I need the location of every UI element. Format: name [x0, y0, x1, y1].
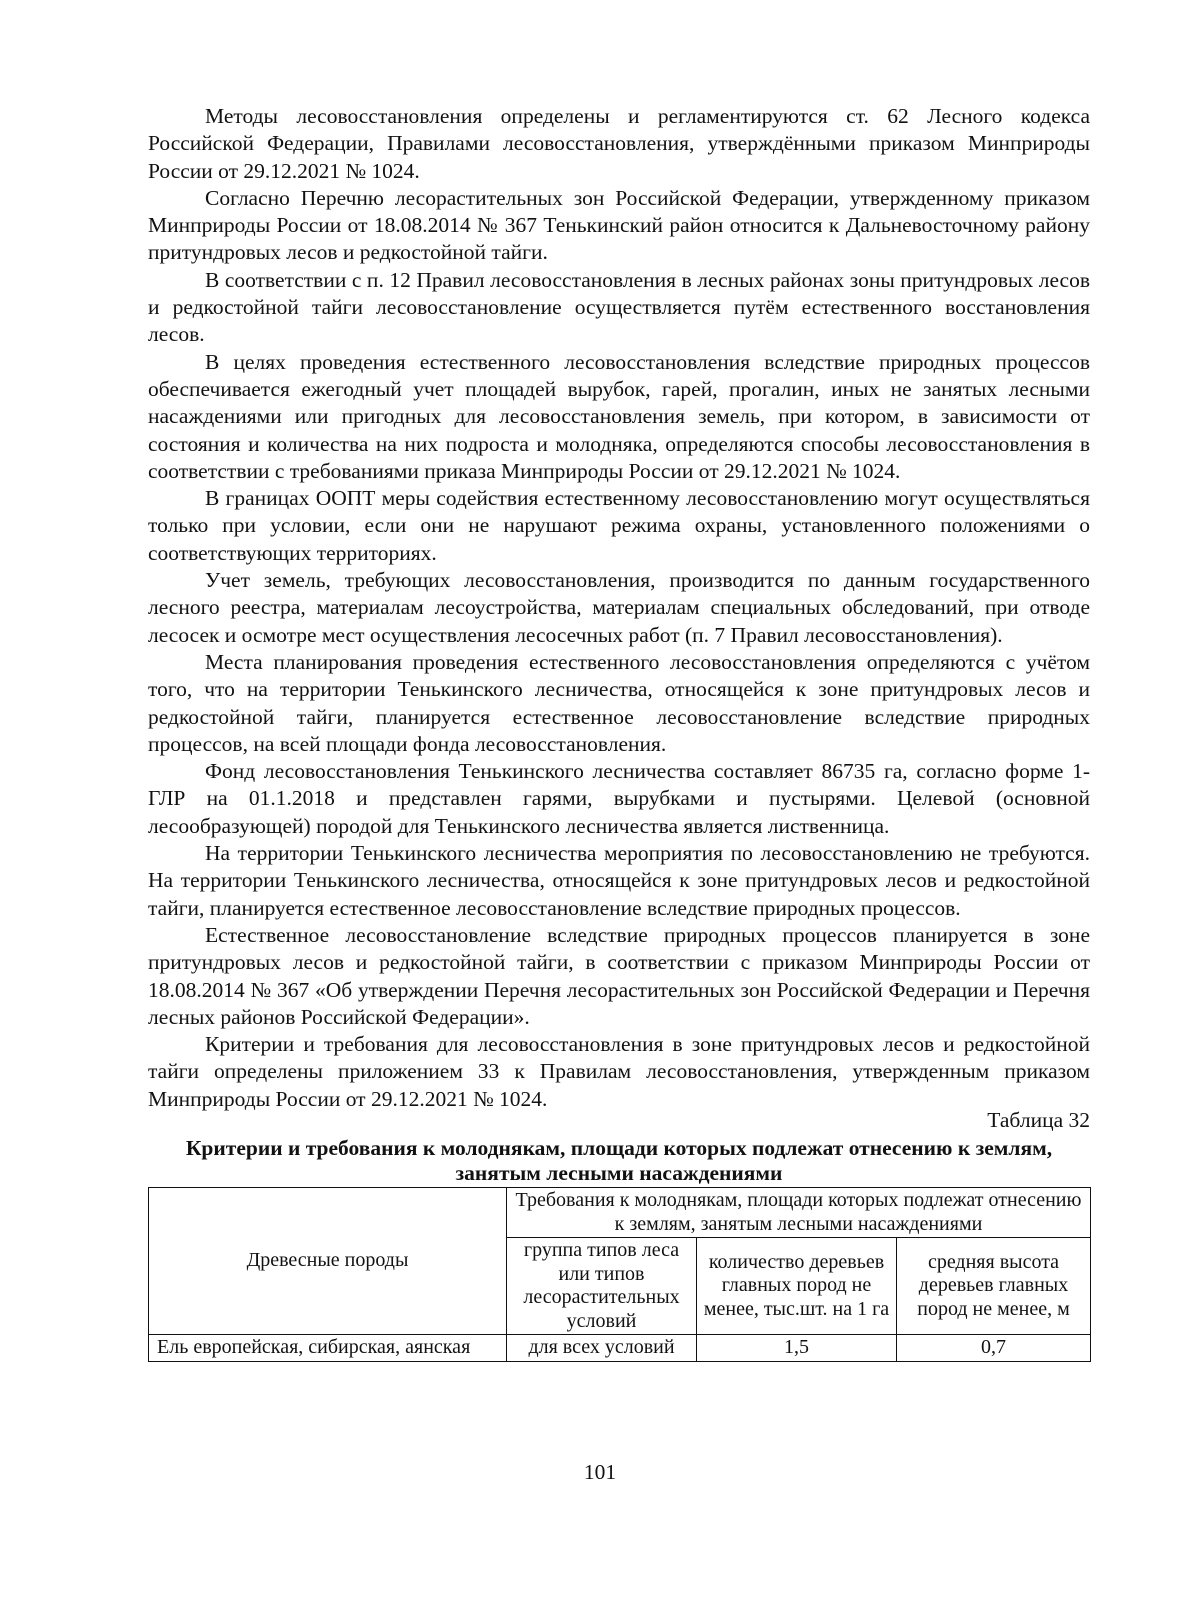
- paragraph: Критерии и требования для лесовосстановления в зоне притундровых лесов и редкостойной тайги определены приложением 33 к Правилам лесовосстановления, утвержденным приказом Минприроды России от 29.12.2021 № 1024.: [148, 1032, 1090, 1111]
- cell-tree-count: 1,5: [697, 1335, 897, 1362]
- column-header-species: Древесные породы: [149, 1188, 507, 1335]
- paragraph: Учет земель, требующих лесовосстановления, производится по данным государственного лесного реестра, материалам лесоустройства, материалам специальных обследований, при отводе лесосек и осмотре мест осуществления лесосечных работ (п. 7 Правил лесовосстановления).: [148, 568, 1090, 647]
- table-header-row: [149, 1188, 1091, 1238]
- paragraph: Места планирования проведения естественного лесовосстановления определяются с учётом того, что на территории Тенькинского лесничества, относящейся к зоне притундровых лесов и редкостойной тайги, планируется естественное лесовосстановление вследствие природных процессов, на всей площади фонда лесовосстановления.: [148, 649, 1090, 756]
- cell-conditions: для всех условий: [507, 1335, 697, 1362]
- cell-mean-height: 0,7: [897, 1335, 1091, 1362]
- page-number: 101: [583, 1460, 617, 1484]
- column-header-forest-type: группа типов леса или типов лесорастительных условий: [507, 1238, 697, 1335]
- paragraph: В границах ООПТ меры содействия естественному лесовосстановлению могут осуществляться только при условии, если они не нарушают режима охраны, установленного положениями о соответствующих территориях.: [148, 486, 1090, 565]
- requirements-table: [148, 1187, 1091, 1362]
- paragraph: Методы лесовосстановления определены и регламентируются ст. 62 Лесного кодекса Российской Федерации, Правилами лесовосстановления, утверждёнными приказом Минприроды России от 29.12.2021 № 1024.: [148, 104, 1090, 183]
- body-text: [148, 103, 1090, 1113]
- table-row: [149, 1335, 1091, 1362]
- column-group-header: Требования к молоднякам, площади которых подлежат отнесению к землям, занятым лесными насаждениями: [507, 1188, 1091, 1238]
- paragraph: В соответствии с п. 12 Правил лесовосстановления в лесных районах зоны притундровых лесов и редкостойной тайги лесовосстановление осуществляется путём естественного восстановления лесов.: [148, 267, 1090, 347]
- column-header-tree-count: количество деревьев главных пород не менее, тыс.шт. на 1 га: [697, 1238, 897, 1335]
- table-title: Критерии и требования к молоднякам, площади которых подлежат отнесению к землям, занятым лесными насаждениями: [185, 1136, 1053, 1185]
- cell-species: Ель европейская, сибирская, аянская: [149, 1335, 507, 1362]
- paragraph: Фонд лесовосстановления Тенькинского лесничества составляет 86735 га, согласно форме 1-ГЛР на 01.1.2018 и представлен гарями, вырубками и пустырями. Целевой (основной лесообразующей) породой для Тенькинского лесничества является лиственница.: [148, 759, 1090, 838]
- paragraph: На территории Тенькинского лесничества мероприятия по лесовосстановлению не требуются. На территории Тенькинского лесничества, относящейся к зоне притундровых лесов и редкостойной тайги, планируется естественное лесовосстановление вследствие природных процессов.: [148, 841, 1090, 920]
- paragraph: В целях проведения естественного лесовосстановления вследствие природных процессов обеспечивается ежегодный учет площадей вырубок, гарей, прогалин, иных не занятых лесными насаждениями или пригодных для лесовосстановления земель, при котором, в зависимости от состояния и количества на них подроста и молодняка, определяются способы лесовосстановления в соответствии с требованиями приказа Минприроды России от 29.12.2021 № 1024.: [148, 349, 1090, 483]
- table-number: Таблица 32: [987, 1108, 1090, 1132]
- paragraph: Естественное лесовосстановление вследствие природных процессов планируется в зоне притундровых лесов и редкостойной тайги, в соответствии с приказом Минприроды России от 18.08.2014 № 367 «Об утверждении Перечня лесорастительных зон Российской Федерации и Перечня лесных районов Российской Федерации».: [148, 922, 1090, 1029]
- paragraph: Согласно Перечню лесорастительных зон Российской Федерации, утвержденному приказом Минприроды России от 18.08.2014 № 367 Тенькинский район относится к Дальневосточному району притундровых лесов и редкостойной тайги.: [148, 185, 1090, 265]
- column-header-mean-height: средняя высота деревьев главных пород не менее, м: [897, 1238, 1091, 1335]
